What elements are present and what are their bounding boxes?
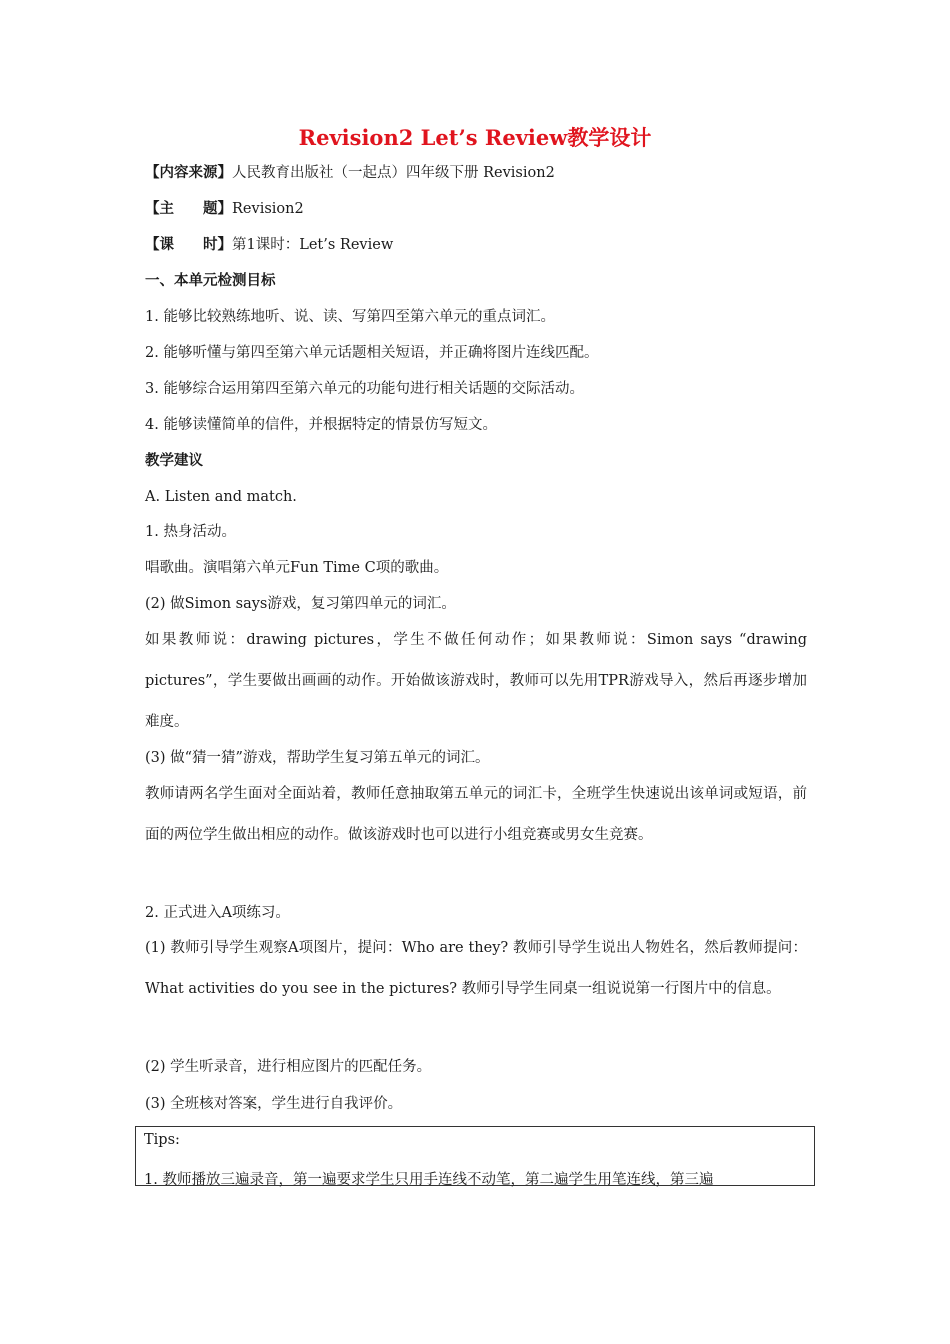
observe-description: (1) 教师引导学生观察A项图片，提问：Who are they? 教师引导学生说出人物姓名，然后教师提问：What activities do you see in the pictures? 教师引导学生同桌一组说说第一行图片中的信息。 xyxy=(145,940,807,997)
guess-game-line: (3) 做“猜一猜”游戏，帮助学生复习第五单元的词汇。 xyxy=(145,750,490,766)
part-a-heading: A. Listen and match. xyxy=(145,489,297,505)
section-heading-suggestions: 教学建议 xyxy=(145,453,203,469)
meta-topic xyxy=(145,199,810,219)
step-warmup: 1. 热身活动。 xyxy=(145,524,236,540)
tips-label: Tips: xyxy=(144,1132,180,1148)
document-title: Revision2 Let’s Review教学设计 xyxy=(298,125,652,150)
simon-game-line: (2) 做Simon says游戏，复习第四单元的词汇。 xyxy=(145,596,456,612)
goal-item: 3. 能够综合运用第四至第六单元的功能句进行相关话题的交际活动。 xyxy=(145,381,584,397)
meta-period-value: 第1课时：Let’s Review xyxy=(232,237,394,253)
tips-item: 1. 教师播放三遍录音，第一遍要求学生只用手连线不动笔，第二遍学生用笔连线，第三遍 xyxy=(144,1172,714,1188)
listen-line: (2) 学生听录音，进行相应图片的匹配任务。 xyxy=(145,1059,432,1075)
check-line: (3) 全班核对答案，学生进行自我评价。 xyxy=(145,1096,403,1112)
guess-game-description: 教师请两名学生面对全面站着，教师任意抽取第五单元的词汇卡，全班学生快速说出该单词或短语，前面的两位学生做出相应的动作。做该游戏时也可以进行小组竞赛或男女生竞赛。 xyxy=(145,786,807,843)
goal-item: 2. 能够听懂与第四至第六单元话题相关短语，并正确将图片连线匹配。 xyxy=(145,345,599,361)
meta-source xyxy=(145,163,810,183)
goal-item: 1. 能够比较熟练地听、说、读、写第四至第六单元的重点词汇。 xyxy=(145,309,555,325)
meta-topic-label: 【主 题】 xyxy=(145,201,232,217)
meta-topic-value: Revision2 xyxy=(232,201,304,217)
tips-box xyxy=(135,1126,815,1186)
song-line: 唱歌曲。演唱第六单元Fun Time C项的歌曲。 xyxy=(145,560,449,576)
meta-source-value: 人民教育出版社（一起点）四年级下册 Revision2 xyxy=(232,165,555,181)
step-practice: 2. 正式进入A项练习。 xyxy=(145,905,290,921)
simon-game-description: 如果教师说：drawing pictures，学生不做任何动作；如果教师说：Simon says “drawing pictures”，学生要做出画画的动作。开始做该游戏时，教师可以先用TPR游戏导入，然后再逐步增加难度。 xyxy=(145,632,807,730)
section-heading-goals: 一、本单元检测目标 xyxy=(145,273,276,289)
goal-item: 4. 能够读懂简单的信件，并根据特定的情景仿写短文。 xyxy=(145,417,497,433)
meta-period-label: 【课 时】 xyxy=(145,237,232,253)
meta-source-label: 【内容来源】 xyxy=(145,165,232,181)
meta-period xyxy=(145,235,810,255)
